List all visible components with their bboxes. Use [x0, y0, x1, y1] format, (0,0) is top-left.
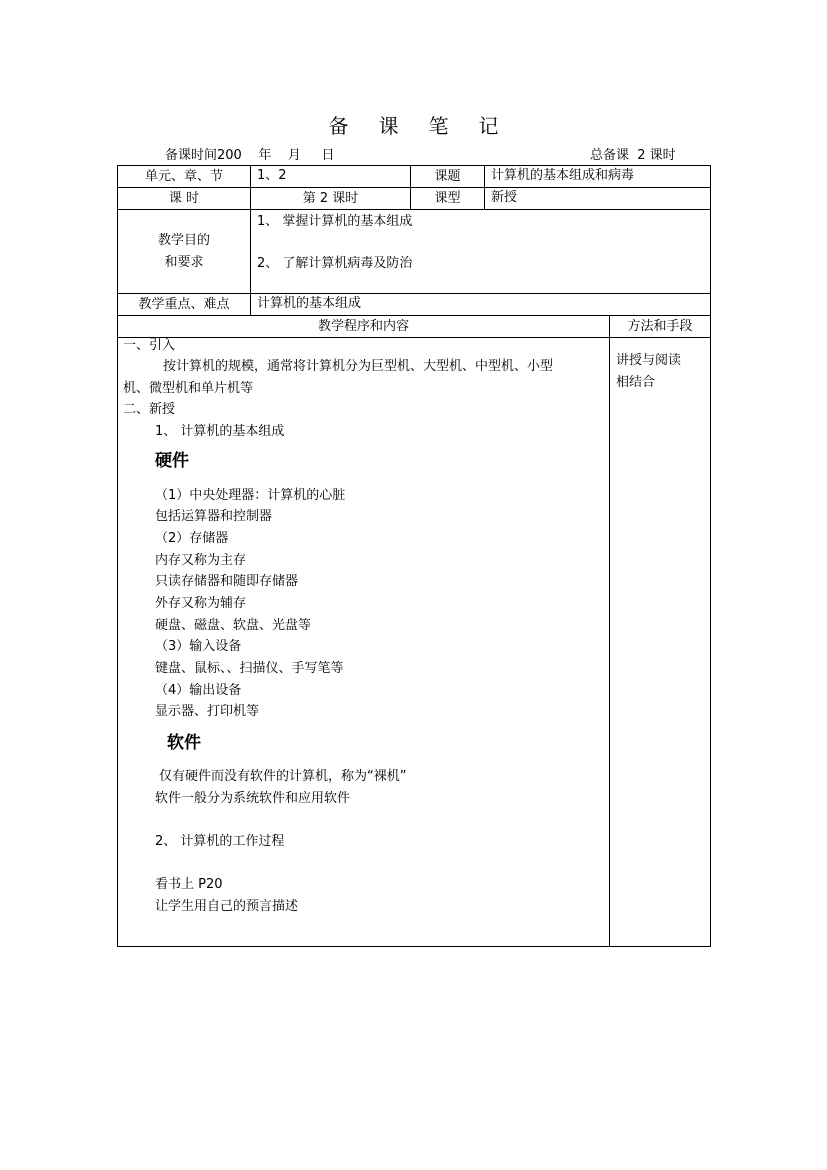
output-devices-detail: 显示器、打印机等: [155, 704, 260, 719]
goal-label-line-2: 和要求: [164, 254, 204, 270]
page-title: 备课笔记: [328, 114, 529, 138]
focus-value: 计算机的基本组成: [251, 294, 711, 316]
period-label: 课 时: [118, 188, 251, 210]
unit-label: 单元、章、节: [118, 166, 251, 188]
prep-time: 备课时间200 年 月 日: [165, 148, 335, 163]
topic-value: 计算机的基本组成和病毒: [485, 166, 711, 188]
describe-line: 让学生用自己的预言描述: [155, 899, 299, 914]
disks-line: 硬盘、磁盘、软盘、光盘等: [155, 618, 312, 633]
goals-cell: [251, 210, 711, 294]
item-working-process: 2、 计算机的工作过程: [155, 834, 285, 849]
external-storage-line: 外存又称为辅存: [155, 596, 247, 611]
goal-label-line-1: 教学目的: [157, 232, 210, 248]
lesson-plan-table: [117, 165, 711, 947]
input-devices-detail: 键盘、鼠标、、扫描仪、手写笔等: [155, 661, 344, 676]
cpu-detail: 包括运算器和控制器: [155, 509, 273, 524]
unit-value: 1、2: [251, 166, 411, 188]
goal-1: 1、 掌握计算机的基本组成: [257, 214, 413, 229]
type-value: 新授: [485, 188, 711, 210]
total-lessons: 总备课 2 课时: [590, 148, 676, 163]
intro-text-2: 机、微型机和单片机等: [123, 381, 254, 396]
intro-text-1: 按计算机的规模，通常将计算机分为巨型机、大型机、中型机、小型: [163, 359, 554, 374]
procedure-content: [118, 338, 610, 947]
section-new: 二、新授: [123, 402, 176, 417]
procedure-header: 教学程序和内容: [118, 316, 610, 338]
read-book-line: 看书上 P20: [155, 877, 223, 892]
method-line-1: 讲授与阅读: [616, 353, 682, 368]
heading-hardware: 硬件: [155, 451, 189, 471]
input-devices-line: （3）输入设备: [155, 639, 242, 654]
focus-label: 教学重点、难点: [118, 294, 251, 316]
memory-line: 内存又称为主存: [155, 553, 247, 568]
method-line-2: 相结合: [616, 375, 656, 390]
type-label: 课型: [411, 188, 485, 210]
method-content: [610, 338, 711, 947]
bare-machine-line: 仅有硬件而没有软件的计算机，称为“裸机”: [159, 769, 407, 784]
rom-ram-line: 只读存储器和随即存储器: [155, 574, 299, 589]
output-devices-line: （4）输出设备: [155, 683, 242, 698]
period-value: 第 2 课时: [251, 188, 411, 210]
goal-2: 2、 了解计算机病毒及防治: [257, 256, 413, 271]
software-types-line: 软件一般分为系统软件和应用软件: [155, 791, 351, 806]
method-header: 方法和手段: [610, 316, 711, 338]
topic-label: 课题: [411, 166, 485, 188]
storage-line: （2）存储器: [155, 531, 229, 546]
cpu-line: （1）中央处理器：计算机的心脏: [155, 488, 346, 503]
heading-software: 软件: [167, 733, 201, 753]
goal-label: [118, 210, 251, 294]
item-basic-components: 1、 计算机的基本组成: [155, 424, 285, 439]
section-intro: 一、引入: [123, 338, 176, 353]
